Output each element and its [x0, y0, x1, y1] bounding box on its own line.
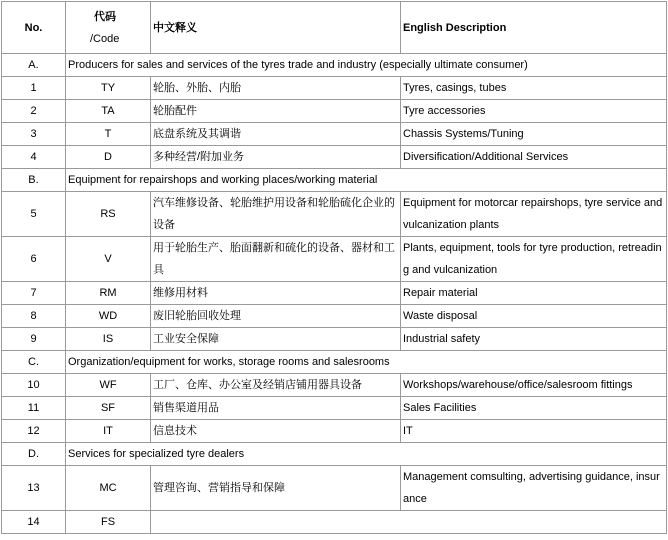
row-no: 7: [2, 282, 66, 305]
row-code: RS: [66, 192, 151, 237]
table-body: [2, 54, 667, 534]
row-no: 4: [2, 146, 66, 169]
category-table: [1, 1, 667, 534]
row-no: 8: [2, 305, 66, 328]
section-row: [2, 169, 667, 192]
row-chinese: 销售渠道用品: [151, 397, 401, 420]
row-english: Tyres, casings, tubes: [401, 77, 667, 100]
row-english: Management comsulting, advertising guidance, insurance: [401, 466, 667, 511]
table-row: [2, 100, 667, 123]
row-no: 9: [2, 328, 66, 351]
table-row: [2, 123, 667, 146]
row-chinese: 轮胎、外胎、内胎: [151, 77, 401, 100]
row-no: 1: [2, 77, 66, 100]
row-english: Sales Facilities: [401, 397, 667, 420]
table-row: [2, 511, 667, 534]
row-chinese: 汽车维修设备、轮胎维护用设备和轮胎硫化企业的设备: [151, 192, 401, 237]
table-row: [2, 237, 667, 282]
row-code: TA: [66, 100, 151, 123]
row-code: T: [66, 123, 151, 146]
row-no: 10: [2, 374, 66, 397]
section-no: A.: [2, 54, 66, 77]
row-code: V: [66, 237, 151, 282]
row-no: 5: [2, 192, 66, 237]
section-no: B.: [2, 169, 66, 192]
row-code: SF: [66, 397, 151, 420]
table-row: [2, 420, 667, 443]
row-english: Equipment for motorcar repairshops, tyre service and vulcanization plants: [401, 192, 667, 237]
row-english: Repair material: [401, 282, 667, 305]
row-no: 2: [2, 100, 66, 123]
row-chinese: 轮胎配件: [151, 100, 401, 123]
table-row: [2, 192, 667, 237]
row-chinese: 多种经营/附加业务: [151, 146, 401, 169]
section-row: [2, 443, 667, 466]
row-english: IT: [401, 420, 667, 443]
row-code: WD: [66, 305, 151, 328]
section-no: D.: [2, 443, 66, 466]
row-no: 6: [2, 237, 66, 282]
row-no: 13: [2, 466, 66, 511]
row-chinese: 废旧轮胎回收处理: [151, 305, 401, 328]
row-chinese: 维修用材料: [151, 282, 401, 305]
row-chinese: 信息技术: [151, 420, 401, 443]
row-code: IT: [66, 420, 151, 443]
row-no: 3: [2, 123, 66, 146]
row-code: D: [66, 146, 151, 169]
row-english: Tyre accessories: [401, 100, 667, 123]
row-english: Waste disposal: [401, 305, 667, 328]
section-title: Services for specialized tyre dealers: [66, 443, 667, 466]
header-code: [66, 2, 151, 54]
section-title: Producers for sales and services of the tyres trade and industry (especially ultimate consumer): [66, 54, 667, 77]
row-code: WF: [66, 374, 151, 397]
header-chinese: 中文释义: [151, 2, 401, 54]
row-blank: [151, 511, 667, 534]
row-code: MC: [66, 466, 151, 511]
header-english: English Description: [401, 2, 667, 54]
section-title: Organization/equipment for works, storage rooms and salesrooms: [66, 351, 667, 374]
row-chinese: 工厂、仓库、办公室及经销店铺用器具设备: [151, 374, 401, 397]
header-code-line2: /Code: [90, 32, 120, 45]
row-no: 14: [2, 511, 66, 534]
row-english: Industrial safety: [401, 328, 667, 351]
row-english: Diversification/Additional Services: [401, 146, 667, 169]
table-row: [2, 397, 667, 420]
section-row: [2, 54, 667, 77]
row-chinese: 用于轮胎生产、胎面翻新和硫化的设备、器材和工具: [151, 237, 401, 282]
row-no: 11: [2, 397, 66, 420]
header-no: No.: [2, 2, 66, 54]
row-chinese: 工业安全保障: [151, 328, 401, 351]
table-row: [2, 328, 667, 351]
section-title: Equipment for repairshops and working places/working material: [66, 169, 667, 192]
row-chinese: 管理咨询、营销指导和保障: [151, 466, 401, 511]
table-row: [2, 146, 667, 169]
row-english: Chassis Systems/Tuning: [401, 123, 667, 146]
row-chinese: 底盘系统及其调谐: [151, 123, 401, 146]
table-row: [2, 77, 667, 100]
table-row: [2, 282, 667, 305]
row-code: RM: [66, 282, 151, 305]
table-row: [2, 466, 667, 511]
row-code: FS: [66, 511, 151, 534]
row-code: TY: [66, 77, 151, 100]
row-no: 12: [2, 420, 66, 443]
header-code-line1: 代码: [94, 10, 116, 23]
row-english: Workshops/warehouse/office/salesroom fittings: [401, 374, 667, 397]
header-row: [2, 2, 667, 54]
row-english: Plants, equipment, tools for tyre production, retreading and vulcanization: [401, 237, 667, 282]
row-code: IS: [66, 328, 151, 351]
section-row: [2, 351, 667, 374]
section-no: C.: [2, 351, 66, 374]
table-row: [2, 374, 667, 397]
table-row: [2, 305, 667, 328]
